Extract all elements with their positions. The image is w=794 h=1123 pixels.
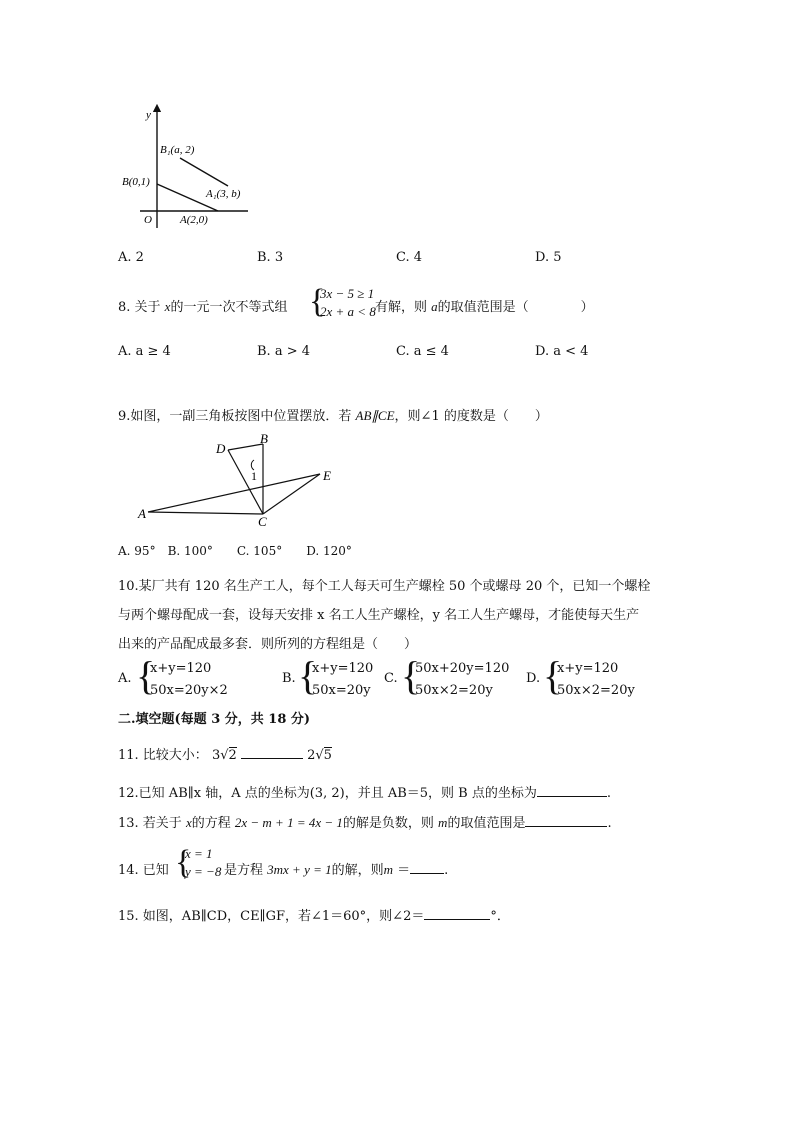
q9-text-b: ，则∠1 的度数是（ ） — [394, 409, 548, 424]
q9-text-a: 9.如图，一副三角板按图中位置摆放．若 — [118, 409, 356, 424]
q10-d-system — [557, 658, 635, 702]
q13-text-d: 的取值范围是 — [447, 816, 526, 831]
label-A: A(2,0) — [180, 214, 208, 226]
q13-text-a: 13. 若关于 — [118, 816, 186, 831]
q10-option-d-label: D. — [526, 671, 541, 686]
section-heading: 二.填空题(每题 3 分，共 18 分) — [118, 712, 311, 727]
q14-end — [224, 859, 448, 878]
sqrt-icon: √ — [315, 748, 324, 763]
q8-option-c: C. a ≤ 4 — [396, 344, 449, 359]
q9-cond: AB∥CE — [355, 408, 395, 423]
q8-suffix-a: 有解，则 — [375, 300, 432, 315]
q12-text: 12.已知 AB∥x 轴，A 点的坐标为(3, 2)，并且 AB＝5，则 B 点的坐标为 — [118, 786, 537, 801]
fig9-label-A: A — [138, 506, 146, 521]
q13-equation: 2x − m + 1 = 4x − 1 — [234, 815, 343, 830]
q9-options: A. 95° B. 100° C. 105° D. 120° — [118, 544, 352, 558]
q10-option-c-label: C. — [384, 671, 398, 686]
q10-d-eq1: x+y=120 — [557, 661, 619, 676]
q8-option-a: A. a ≥ 4 — [118, 344, 171, 359]
q10-a-brace: { — [136, 653, 156, 698]
q14-text-c: 的解，则 — [331, 863, 384, 878]
q10-option-b-label: B. — [282, 671, 296, 686]
q8-stem-end — [375, 296, 594, 315]
q8-option-d: D. a < 4 — [535, 344, 589, 359]
q15-answer-blank[interactable] — [424, 907, 490, 920]
q7-option-c: C. 4 — [396, 250, 423, 265]
q11-right-radicand: 5 — [323, 748, 332, 763]
fig9-label-B: B — [260, 432, 268, 446]
origin-label: O — [144, 214, 152, 226]
sqrt-icon: √ — [220, 748, 229, 763]
q8-prefix: 8. 关于 — [118, 300, 165, 315]
q14-equation: 3mx + y = 1 — [267, 862, 332, 877]
q13-var-m: m — [438, 815, 448, 830]
q10-line1: 10.某厂共有 120 名生产工人，每个工人每天可生产螺栓 50 个或螺母 20 个，已知一个螺栓 — [118, 579, 651, 594]
q10-d-eq2: 50x×2=20y — [557, 683, 635, 698]
q14-text-d: ＝ — [393, 863, 411, 878]
q13-answer-blank[interactable] — [525, 814, 607, 827]
q11-right: 2 — [307, 748, 316, 763]
triangle-figure — [130, 432, 350, 532]
label-B1: B₁(a, 2) — [160, 144, 195, 156]
q15 — [118, 905, 510, 924]
q13-text-b: 的方程 — [191, 816, 235, 831]
q9-stem — [118, 405, 548, 424]
fig9-label-C: C — [258, 514, 267, 529]
q11-left: 3 — [211, 748, 221, 763]
coordinate-figure — [110, 100, 270, 235]
q15-text: 15. 如图，AB∥CD，CE∥GF，若∠1＝60°，则∠2＝ — [118, 909, 425, 924]
q13-var-x: x — [185, 815, 192, 830]
q14-text-b: 是方程 — [224, 863, 268, 878]
q12-answer-blank[interactable] — [537, 784, 607, 797]
q10-b-system — [312, 658, 373, 702]
q12 — [118, 782, 611, 801]
q14-answer-blank[interactable] — [410, 861, 444, 874]
q11 — [118, 744, 332, 763]
fig9-label-D: D — [216, 441, 226, 456]
fig9-label-E: E — [323, 468, 331, 483]
q12-end: . — [606, 786, 611, 801]
q10-c-brace: { — [401, 653, 421, 698]
q8-var-x: x — [164, 299, 171, 314]
q14-start — [118, 859, 169, 878]
q14-system — [185, 845, 221, 881]
q13-end: . — [607, 816, 612, 831]
q8-suffix-b: 的取值范围是（ ） — [437, 300, 594, 315]
q10-a-eq2: 50x=20y×2 — [150, 683, 228, 698]
q8-brace: { — [309, 283, 326, 320]
q8-mid: 的一元一次不等式组 — [170, 300, 288, 315]
q13 — [118, 812, 612, 831]
q10-b-eq1: x+y=120 — [312, 661, 374, 676]
y-axis-label: y — [146, 109, 151, 121]
q10-a-system — [150, 658, 228, 702]
q7-option-a: A. 2 — [118, 250, 144, 265]
q8-system — [320, 285, 376, 321]
q10-c-eq2: 50x×2=20y — [415, 683, 493, 698]
q14-brace: { — [175, 844, 192, 881]
q10-a-eq1: x+y=120 — [150, 661, 212, 676]
q8-ineq2: 2x + a < 8 — [320, 304, 376, 319]
q14-text-a: 14. 已知 — [118, 863, 169, 878]
q10-option-a-label: A. — [118, 671, 132, 686]
q11-left-radicand: 2 — [228, 748, 237, 763]
q11-text: 11. 比较大小： — [118, 748, 208, 763]
q11-answer-blank[interactable] — [241, 746, 303, 759]
q8-stem — [118, 296, 287, 315]
q10-c-system — [415, 658, 509, 702]
q8-ineq1: 3x − 5 ≥ 1 — [320, 286, 375, 301]
q8-option-b: B. a > 4 — [257, 344, 310, 359]
q10-b-eq2: 50x=20y — [312, 683, 371, 698]
q8-var-a: a — [431, 299, 438, 314]
q15-end: °． — [490, 909, 510, 924]
q14-var-m: m — [383, 862, 394, 877]
q10-c-eq1: 50x+20y=120 — [415, 661, 510, 676]
fig9-label-1: 1 — [251, 469, 257, 483]
q13-text-c: 的解是负数，则 — [342, 816, 439, 831]
label-B: B(0,1) — [122, 176, 150, 188]
q7-option-b: B. 3 — [257, 250, 284, 265]
q14-period: . — [444, 863, 449, 878]
segment-A1B1 — [180, 158, 228, 186]
q10-line2: 与两个螺母配成一套，设每天安排 x 名工人生产螺栓，y 名工人生产螺母，才能使每天生产 — [118, 608, 640, 623]
q14-eq2: y = −8 — [185, 864, 222, 879]
q10-line3: 出来的产品配成最多套．则所列的方程组是（ ） — [118, 637, 418, 652]
q7-option-d: D. 5 — [535, 250, 562, 265]
q10-d-brace: { — [543, 653, 563, 698]
label-A1: A₁(3, b) — [206, 188, 241, 200]
q14-eq1: x = 1 — [185, 846, 213, 861]
q10-b-brace: { — [298, 653, 318, 698]
